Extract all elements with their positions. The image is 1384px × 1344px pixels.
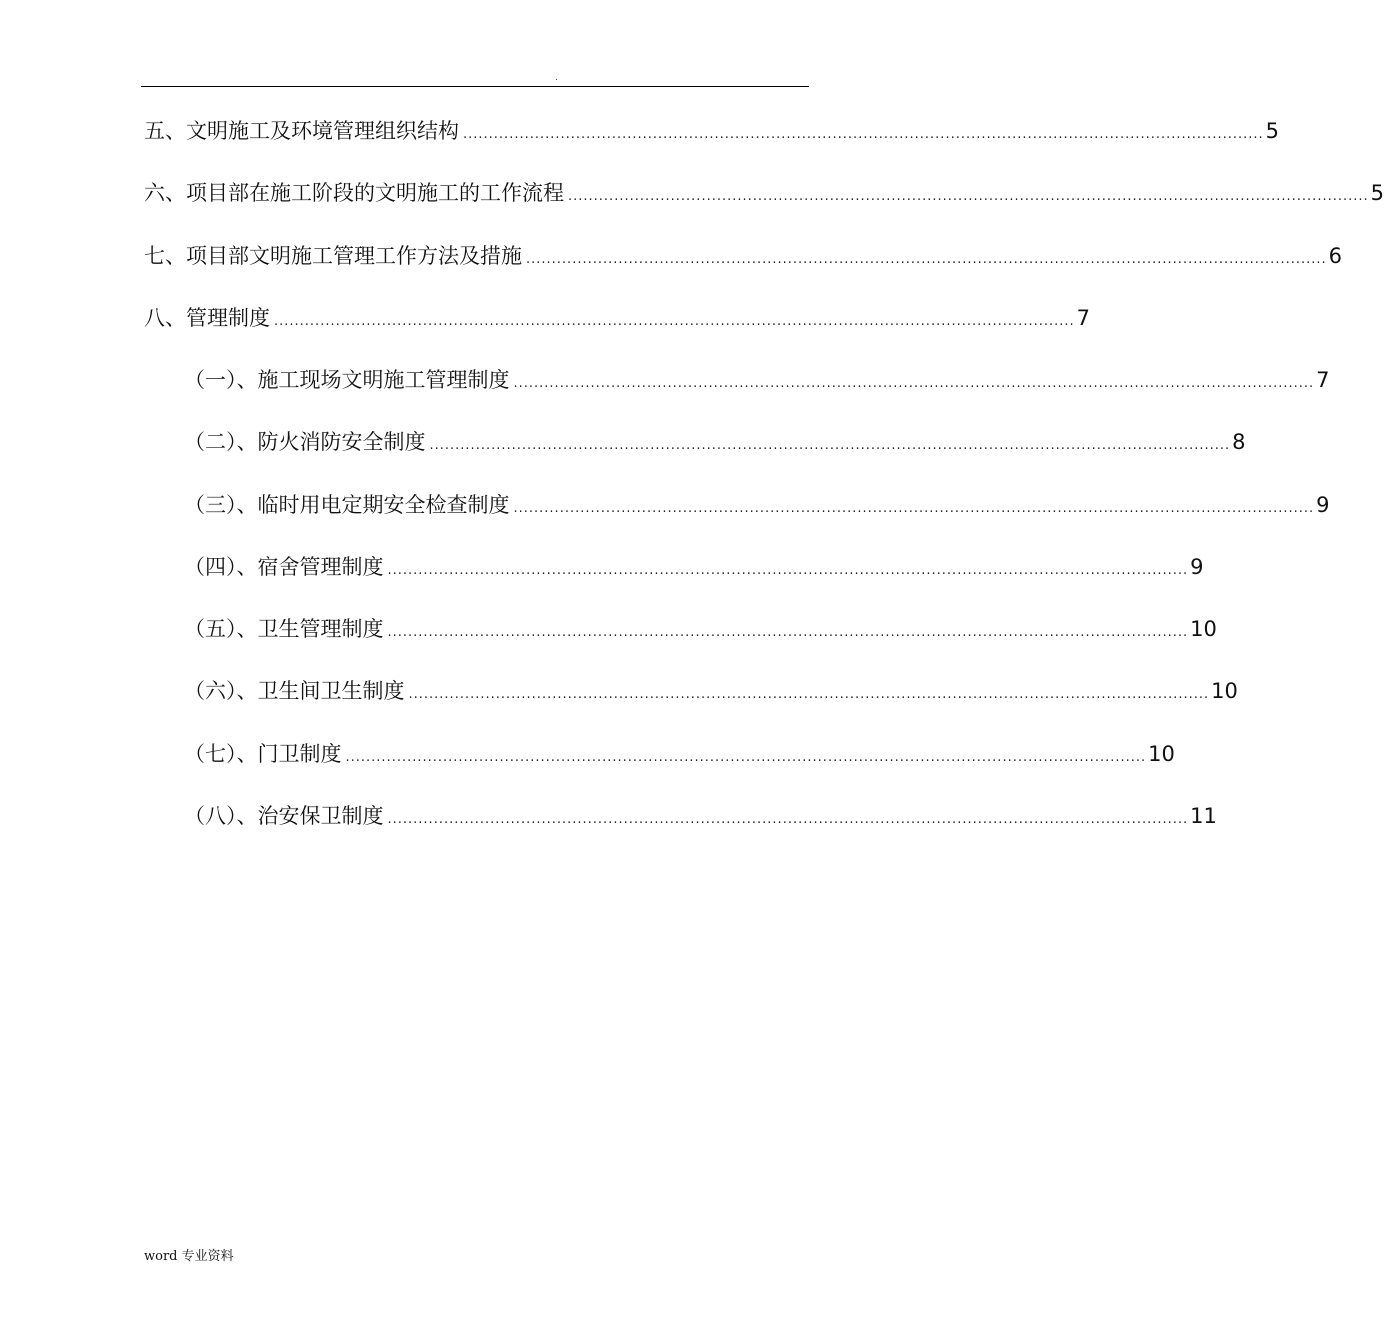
toc-dot-leader: ............................................................................................................................................................ [387, 812, 1189, 827]
toc-entry-title: 六、项目部在施工阶段的文明施工的工作流程 [144, 181, 564, 205]
toc-dot-leader: ............................................................................................................................................................ [568, 189, 1369, 204]
toc-entry-title: （四）、宿舍管理制度 [184, 555, 384, 579]
toc-page-number: 7 [1076, 306, 1091, 330]
toc-page-number: 10 [1190, 617, 1217, 641]
toc-dot-leader: ............................................................................................................................................................ [526, 252, 1327, 267]
toc-entry[interactable] [184, 490, 1330, 520]
toc-page-number: 10 [1148, 742, 1175, 766]
header-rule [141, 86, 809, 87]
toc-dot-leader: ............................................................................................................................................................ [463, 127, 1264, 142]
toc-page-number: 7 [1316, 368, 1330, 392]
toc-dot-leader: ............................................................................................................................................................ [274, 314, 1075, 329]
toc-page-number: 10 [1211, 679, 1238, 703]
toc-entry-title: （七）、门卫制度 [184, 742, 342, 766]
toc-dot-leader: ............................................................................................................................................................ [387, 625, 1189, 640]
toc-dot-leader: ............................................................................................................................................................ [429, 438, 1231, 453]
toc-page-number: 8 [1232, 430, 1246, 454]
toc-entry[interactable] [184, 614, 1217, 644]
toc-dot-leader: ............................................................................................................................................................ [387, 563, 1189, 578]
toc-page-number: 5 [1370, 181, 1384, 205]
toc-entry-title: （一）、施工现场文明施工管理制度 [184, 368, 510, 392]
toc-entry[interactable] [184, 427, 1246, 457]
toc-entry[interactable] [144, 178, 1384, 208]
toc-entry-title: （二）、防火消防安全制度 [184, 430, 426, 454]
toc-entry[interactable] [144, 116, 1280, 146]
toc-dot-leader: ............................................................................................................................................................ [513, 376, 1315, 391]
toc-dot-leader: ............................................................................................................................................................ [408, 687, 1210, 702]
toc-entry-title: （六）、卫生间卫生制度 [184, 679, 405, 703]
header-dot: . [555, 73, 558, 83]
toc-entry[interactable] [144, 303, 1091, 333]
toc-entry[interactable] [184, 739, 1175, 769]
page-footer: word 专业资料 [144, 1249, 234, 1264]
toc-page-number: 5 [1265, 119, 1280, 143]
toc-page-number: 6 [1328, 244, 1343, 268]
toc-dot-leader: ............................................................................................................................................................ [345, 750, 1147, 765]
toc-entry-title: （五）、卫生管理制度 [184, 617, 384, 641]
toc-entry-title: （三）、临时用电定期安全检查制度 [184, 493, 510, 517]
toc-entry[interactable] [184, 801, 1217, 831]
toc-entry-title: 五、文明施工及环境管理组织结构 [144, 119, 459, 143]
toc-entry-title: 七、项目部文明施工管理工作方法及措施 [144, 244, 522, 268]
toc-entry-title: 八、管理制度 [144, 306, 270, 330]
toc-page-number: 11 [1190, 804, 1217, 828]
toc-entry[interactable] [184, 552, 1204, 582]
toc-entry[interactable] [184, 365, 1330, 395]
toc-entry[interactable] [184, 676, 1238, 706]
toc-entry-title: （八）、治安保卫制度 [184, 804, 384, 828]
toc-page-number: 9 [1316, 493, 1330, 517]
toc-dot-leader: ............................................................................................................................................................ [513, 501, 1315, 516]
toc-entry[interactable] [144, 241, 1343, 271]
toc-page-number: 9 [1190, 555, 1204, 579]
